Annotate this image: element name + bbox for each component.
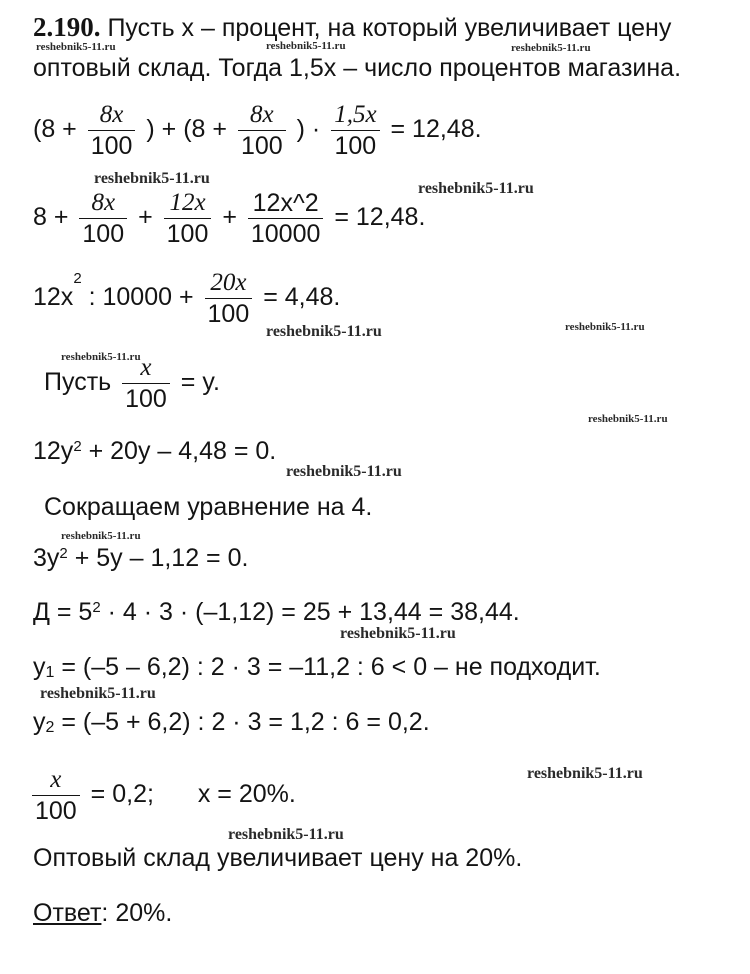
root-2: $y_2 = (-5 + 6,2)$ : 2 · 3 = 1,2 : 6 = 0,2. xyxy=(33,708,430,736)
eq-text: + xyxy=(222,203,237,232)
substitution xyxy=(44,353,220,414)
equation-3 xyxy=(33,268,340,329)
watermark: reshebnik5-11.ru xyxy=(40,685,156,702)
watermark: reshebnik5-11.ru xyxy=(61,351,141,363)
root-1: $y_1 = (-5 - 6,2)$ : 2 · 3 = –11,2 : 6 < 0 – не подходит. xyxy=(33,653,601,681)
equation-5: $3y^2 + 5y - 1,12 = 0$. xyxy=(33,544,249,572)
exponent: 2 xyxy=(73,438,82,455)
watermark: reshebnik5-11.ru xyxy=(266,40,346,52)
eq-text: = 12,48. xyxy=(390,115,482,144)
watermark: reshebnik5-11.ru xyxy=(565,321,645,333)
watermark: reshebnik5-11.ru xyxy=(228,826,344,843)
fraction: $\frac{x}{100}$ xyxy=(32,765,80,826)
fraction: $\frac{20x}{100}$ xyxy=(205,268,253,329)
eq-text: = y. xyxy=(180,368,220,397)
watermark: reshebnik5-11.ru xyxy=(511,42,591,54)
subscript: 1 xyxy=(45,664,55,681)
eq-text: = 0,2; xyxy=(90,780,154,809)
fraction: $\frac{12x\^{}2}{10000}$ xyxy=(248,188,324,249)
final-equation xyxy=(28,765,296,826)
eq-text: = 12,48. xyxy=(334,203,426,232)
problem-number: 2.190. xyxy=(33,12,101,42)
eq-text: 12x xyxy=(33,283,74,312)
equation-1 xyxy=(33,100,482,161)
discriminant: $Д = 5^2 \cdot 4 \cdot 3 \cdot (-1,12) = 25 + 13,44 = 38,44$. xyxy=(33,598,520,626)
answer-value: : 20%. xyxy=(101,899,173,927)
watermark: reshebnik5-11.ru xyxy=(286,463,402,480)
watermark: reshebnik5-11.ru xyxy=(588,413,668,425)
exponent: 2 xyxy=(73,270,82,287)
watermark: reshebnik5-11.ru xyxy=(418,180,534,197)
conclusion: Оптовый склад увеличивает цену на 20%. xyxy=(33,844,523,872)
equation-2 xyxy=(33,188,425,249)
answer xyxy=(33,898,172,928)
fraction: $\frac{8x}{100}$ xyxy=(238,100,286,161)
eq-text: x = 20%. xyxy=(197,780,296,809)
reduce-text: Сокращаем уравнение на 4. xyxy=(44,493,373,521)
eq-text: Пусть xyxy=(44,368,112,397)
eq-text: + xyxy=(138,203,153,232)
problem-line-1 xyxy=(33,12,671,43)
problem-line-2 xyxy=(33,53,681,83)
fraction: $\frac{8x}{100}$ xyxy=(79,188,127,249)
eq-text: (8 + xyxy=(33,115,77,144)
eq-text: ) · xyxy=(296,115,321,144)
eq-text: = 4,48. xyxy=(263,283,341,312)
answer-label: Ответ xyxy=(33,899,102,927)
subscript: 2 xyxy=(45,719,55,736)
fraction: $\frac{12x}{100}$ xyxy=(164,188,212,249)
watermark: reshebnik5-11.ru xyxy=(266,323,382,340)
fraction: $\frac{x}{100}$ xyxy=(122,353,170,414)
eq-text: : 10000 + xyxy=(88,283,194,312)
exponent: 2 xyxy=(92,599,101,616)
problem-text-2: оптовый склад. Тогда 1,5x – число процентов магазина. xyxy=(33,54,682,82)
watermark: reshebnik5-11.ru xyxy=(94,170,210,187)
watermark: reshebnik5-11.ru xyxy=(527,765,643,782)
fraction: $\frac{1,5x}{100}$ xyxy=(331,100,379,161)
watermark: reshebnik5-11.ru xyxy=(340,625,456,642)
exponent: 2 xyxy=(59,545,68,562)
watermark: reshebnik5-11.ru xyxy=(61,530,141,542)
eq-text: 8 + xyxy=(33,203,69,232)
fraction: $\frac{8x}{100}$ xyxy=(88,100,136,161)
problem-text-1: Пусть x – процент, на который увеличивает цену xyxy=(107,14,672,42)
equation-4: $12y^2 + 20y - 4,48 = 0$. xyxy=(33,437,277,465)
watermark: reshebnik5-11.ru xyxy=(36,41,116,53)
eq-text: ) + (8 + xyxy=(146,115,227,144)
